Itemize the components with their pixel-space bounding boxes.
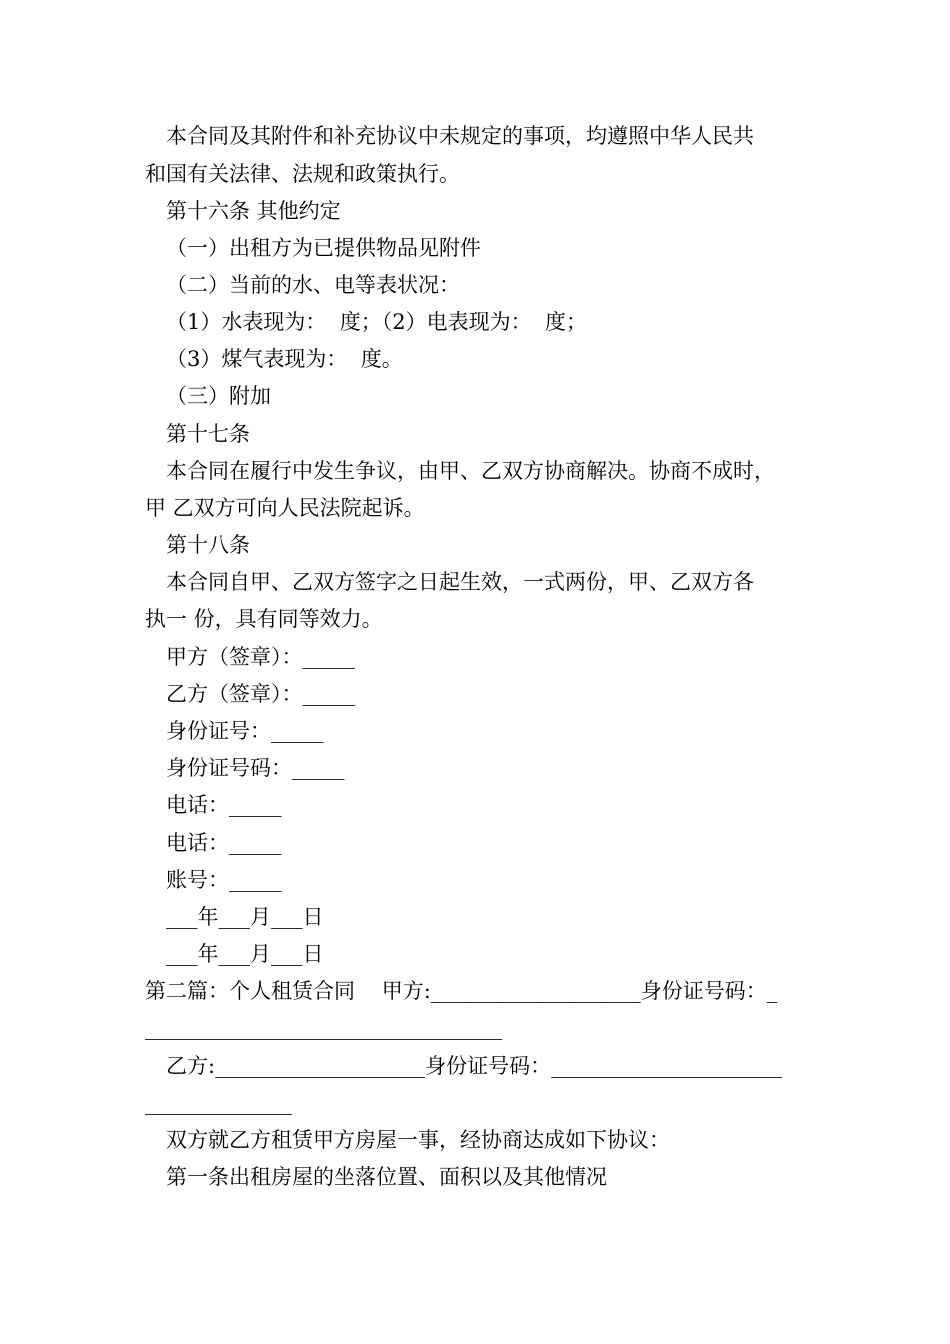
date-line: ___年___月___日 — [166, 942, 324, 966]
signature-line: 乙方（签章）：_____ — [166, 682, 355, 706]
paragraph-line: （3）煤气表现为： 度。 — [166, 347, 403, 371]
section-heading: 第二篇：个人租赁合同 甲方:____________________身份证号码：_ — [145, 979, 778, 1003]
paragraph-line: 甲 乙双方可向人民法院起诉。 — [145, 496, 425, 520]
paragraph-line: （1）水表现为： 度；（2）电表现为： 度； — [166, 310, 587, 334]
date-line: ___年___月___日 — [166, 905, 324, 929]
paragraph-line: 本合同及其附件和补充协议中未规定的事项，均遵照中华人民共 — [166, 124, 754, 148]
paragraph-line: 执一 份，具有同等效力。 — [145, 607, 383, 631]
article-heading: 第十七条 — [166, 422, 250, 446]
paragraph-line: 本合同自甲、乙双方签字之日起生效，一式两份，甲、乙双方各 — [166, 570, 754, 594]
form-field-line: 电话：_____ — [166, 831, 282, 855]
paragraph-line: （一）出租方为已提供物品见附件 — [166, 236, 481, 260]
form-field-line: 身份证号：_____ — [166, 719, 324, 743]
paragraph-line: 和国有关法律、法规和政策执行。 — [145, 162, 460, 186]
paragraph-line: （二）当前的水、电等表状况： — [166, 273, 460, 297]
article-heading: 第一条出租房屋的坐落位置、面积以及其他情况 — [166, 1165, 607, 1189]
paragraph-line: 本合同在履行中发生争议，由甲、乙双方协商解决。协商不成时， — [166, 459, 775, 483]
article-heading: 第十六条 其他约定 — [166, 199, 341, 223]
paragraph-line: （三）附加 — [166, 384, 271, 408]
signature-line: 甲方（签章）：_____ — [166, 645, 355, 669]
form-field-line: 乙方:____________________身份证号码：______________________ — [166, 1054, 783, 1078]
form-field-line: 账号：_____ — [166, 868, 282, 892]
form-field-line: 电话：_____ — [166, 793, 282, 817]
paragraph-line: 双方就乙方租赁甲方房屋一事，经协商达成如下协议： — [166, 1128, 670, 1152]
article-heading: 第十八条 — [166, 533, 250, 557]
form-field-line: __________________________________ — [145, 1016, 502, 1040]
form-field-line: ______________ — [145, 1091, 292, 1115]
form-field-line: 身份证号码：_____ — [166, 756, 345, 780]
